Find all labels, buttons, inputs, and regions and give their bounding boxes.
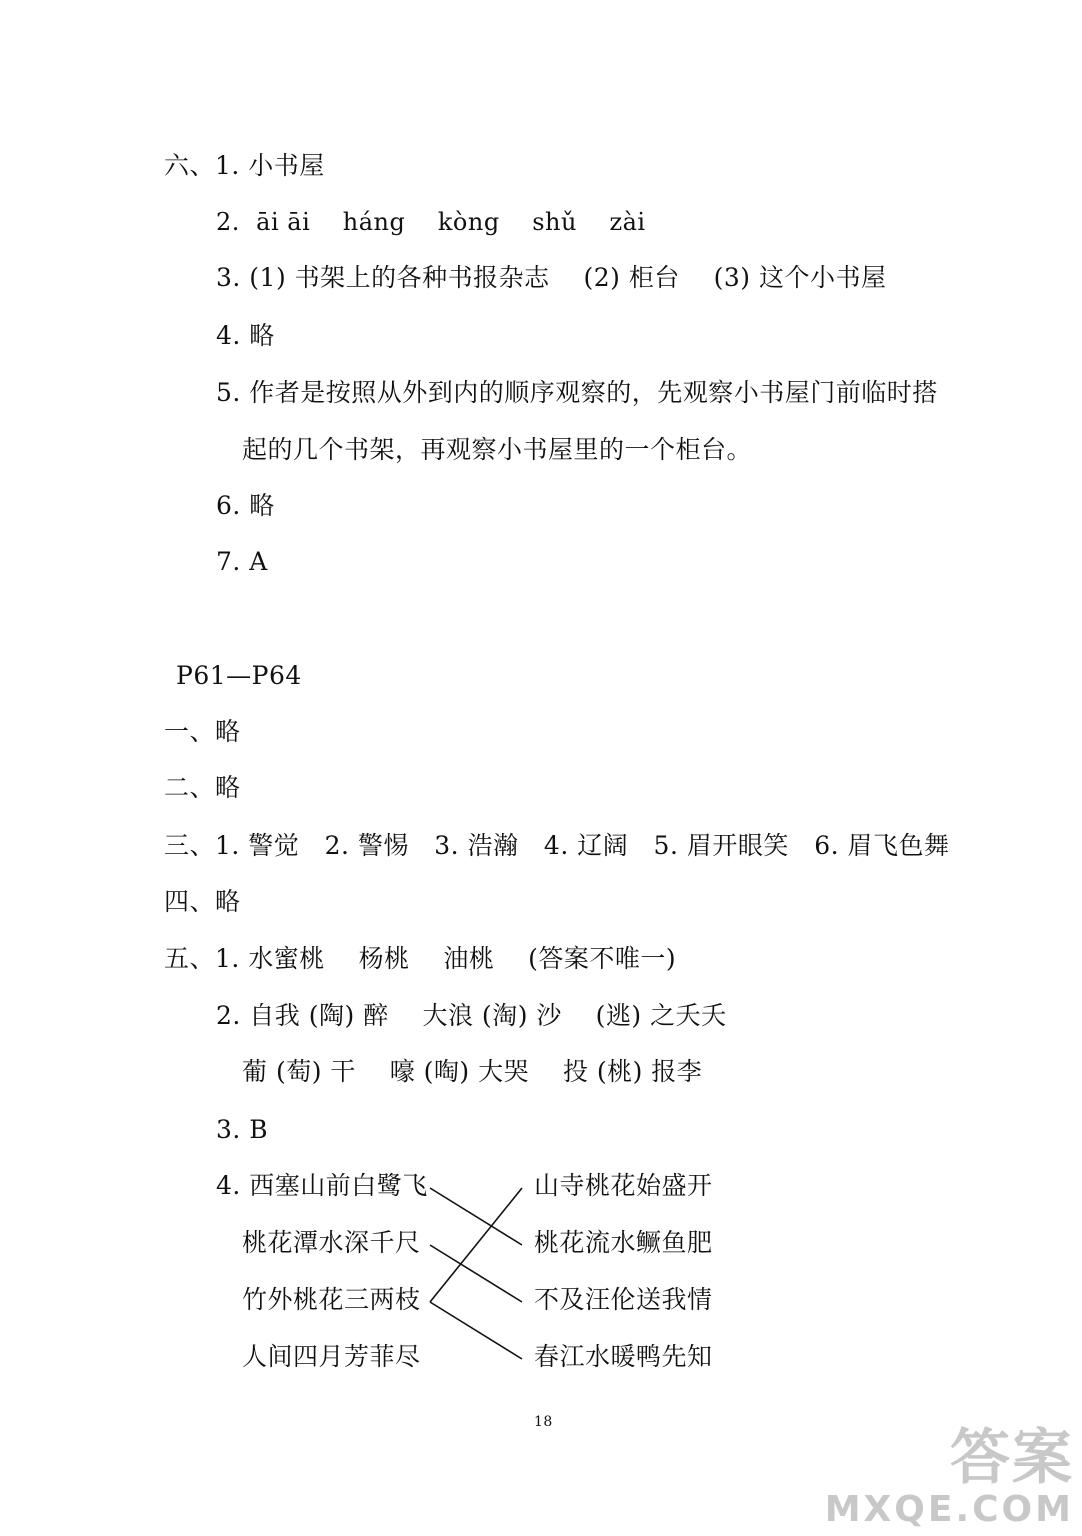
sec6-line-5a: 5. 作者是按照从外到内的顺序观察的，先观察小书屋门前临时搭 xyxy=(216,378,938,407)
part-5-line-1: 五、1. 水蜜桃 杨桃 油桃 (答案不唯一) xyxy=(164,944,677,973)
match-line-2 xyxy=(430,1245,522,1302)
sec6-line-2-pinyin: 2. āi āi háng kòng shǔ zài xyxy=(216,208,646,236)
sec6-line-6: 6. 略 xyxy=(216,491,275,520)
match-right-4: 春江水暖鸭先知 xyxy=(534,1342,713,1371)
part-3: 三、1. 警觉 2. 警惕 3. 浩瀚 4. 辽阔 5. 眉开眼笑 6. 眉飞色舞 xyxy=(164,831,950,860)
match-line-last xyxy=(430,1188,522,1359)
match-right-2: 桃花流水鳜鱼肥 xyxy=(534,1228,713,1257)
match-line-4b xyxy=(430,1302,522,1359)
sec6-line-7: 7. A xyxy=(216,547,268,576)
sec6-line-4: 4. 略 xyxy=(216,321,275,350)
match-line-4-shown xyxy=(430,1302,522,1359)
match-right-1: 山寺桃花始盛开 xyxy=(534,1171,713,1200)
site-watermark xyxy=(824,1410,1074,1530)
part-2: 二、略 xyxy=(164,773,241,802)
match-left-3: 竹外桃花三两枝 xyxy=(242,1285,421,1314)
sec6-line-3: 3. (1) 书架上的各种书报杂志 (2) 柜台 (3) 这个小书屋 xyxy=(216,263,887,292)
match-left-2: 桃花潭水深千尺 xyxy=(242,1228,421,1257)
part-1: 一、略 xyxy=(164,717,241,746)
part-5-line-3: 3. B xyxy=(216,1115,269,1144)
match-left-4: 人间四月芳菲尽 xyxy=(242,1342,421,1371)
part-4: 四、略 xyxy=(164,887,241,916)
page-number: 18 xyxy=(534,1414,553,1430)
match-line-4c xyxy=(430,1245,522,1359)
match-left-1: 4. 西塞山前白鹭飞 xyxy=(216,1171,428,1200)
part-5-line-2b: 葡 (萄) 干 嚎 (啕) 大哭 投 (桃) 报李 xyxy=(242,1057,703,1086)
match-line-4-drawn xyxy=(430,1188,520,1359)
sec6-line-1: 六、1. 小书屋 xyxy=(164,151,325,180)
sec6-line-5b: 起的几个书架，再观察小书屋里的一个柜台。 xyxy=(242,435,753,464)
match-right-3: 不及汪伦送我情 xyxy=(534,1285,713,1314)
watermark-domain: MXQE.COM xyxy=(824,1489,1074,1530)
match-line-1 xyxy=(430,1188,522,1245)
page-range-label: P61—P64 xyxy=(176,661,302,690)
part-5-line-2a: 2. 自我 (陶) 醉 大浪 (淘) 沙 (逃) 之夭夭 xyxy=(216,1001,727,1030)
watermark-logo-text: 答案 xyxy=(950,1423,1074,1493)
match-line-3 xyxy=(430,1188,522,1302)
